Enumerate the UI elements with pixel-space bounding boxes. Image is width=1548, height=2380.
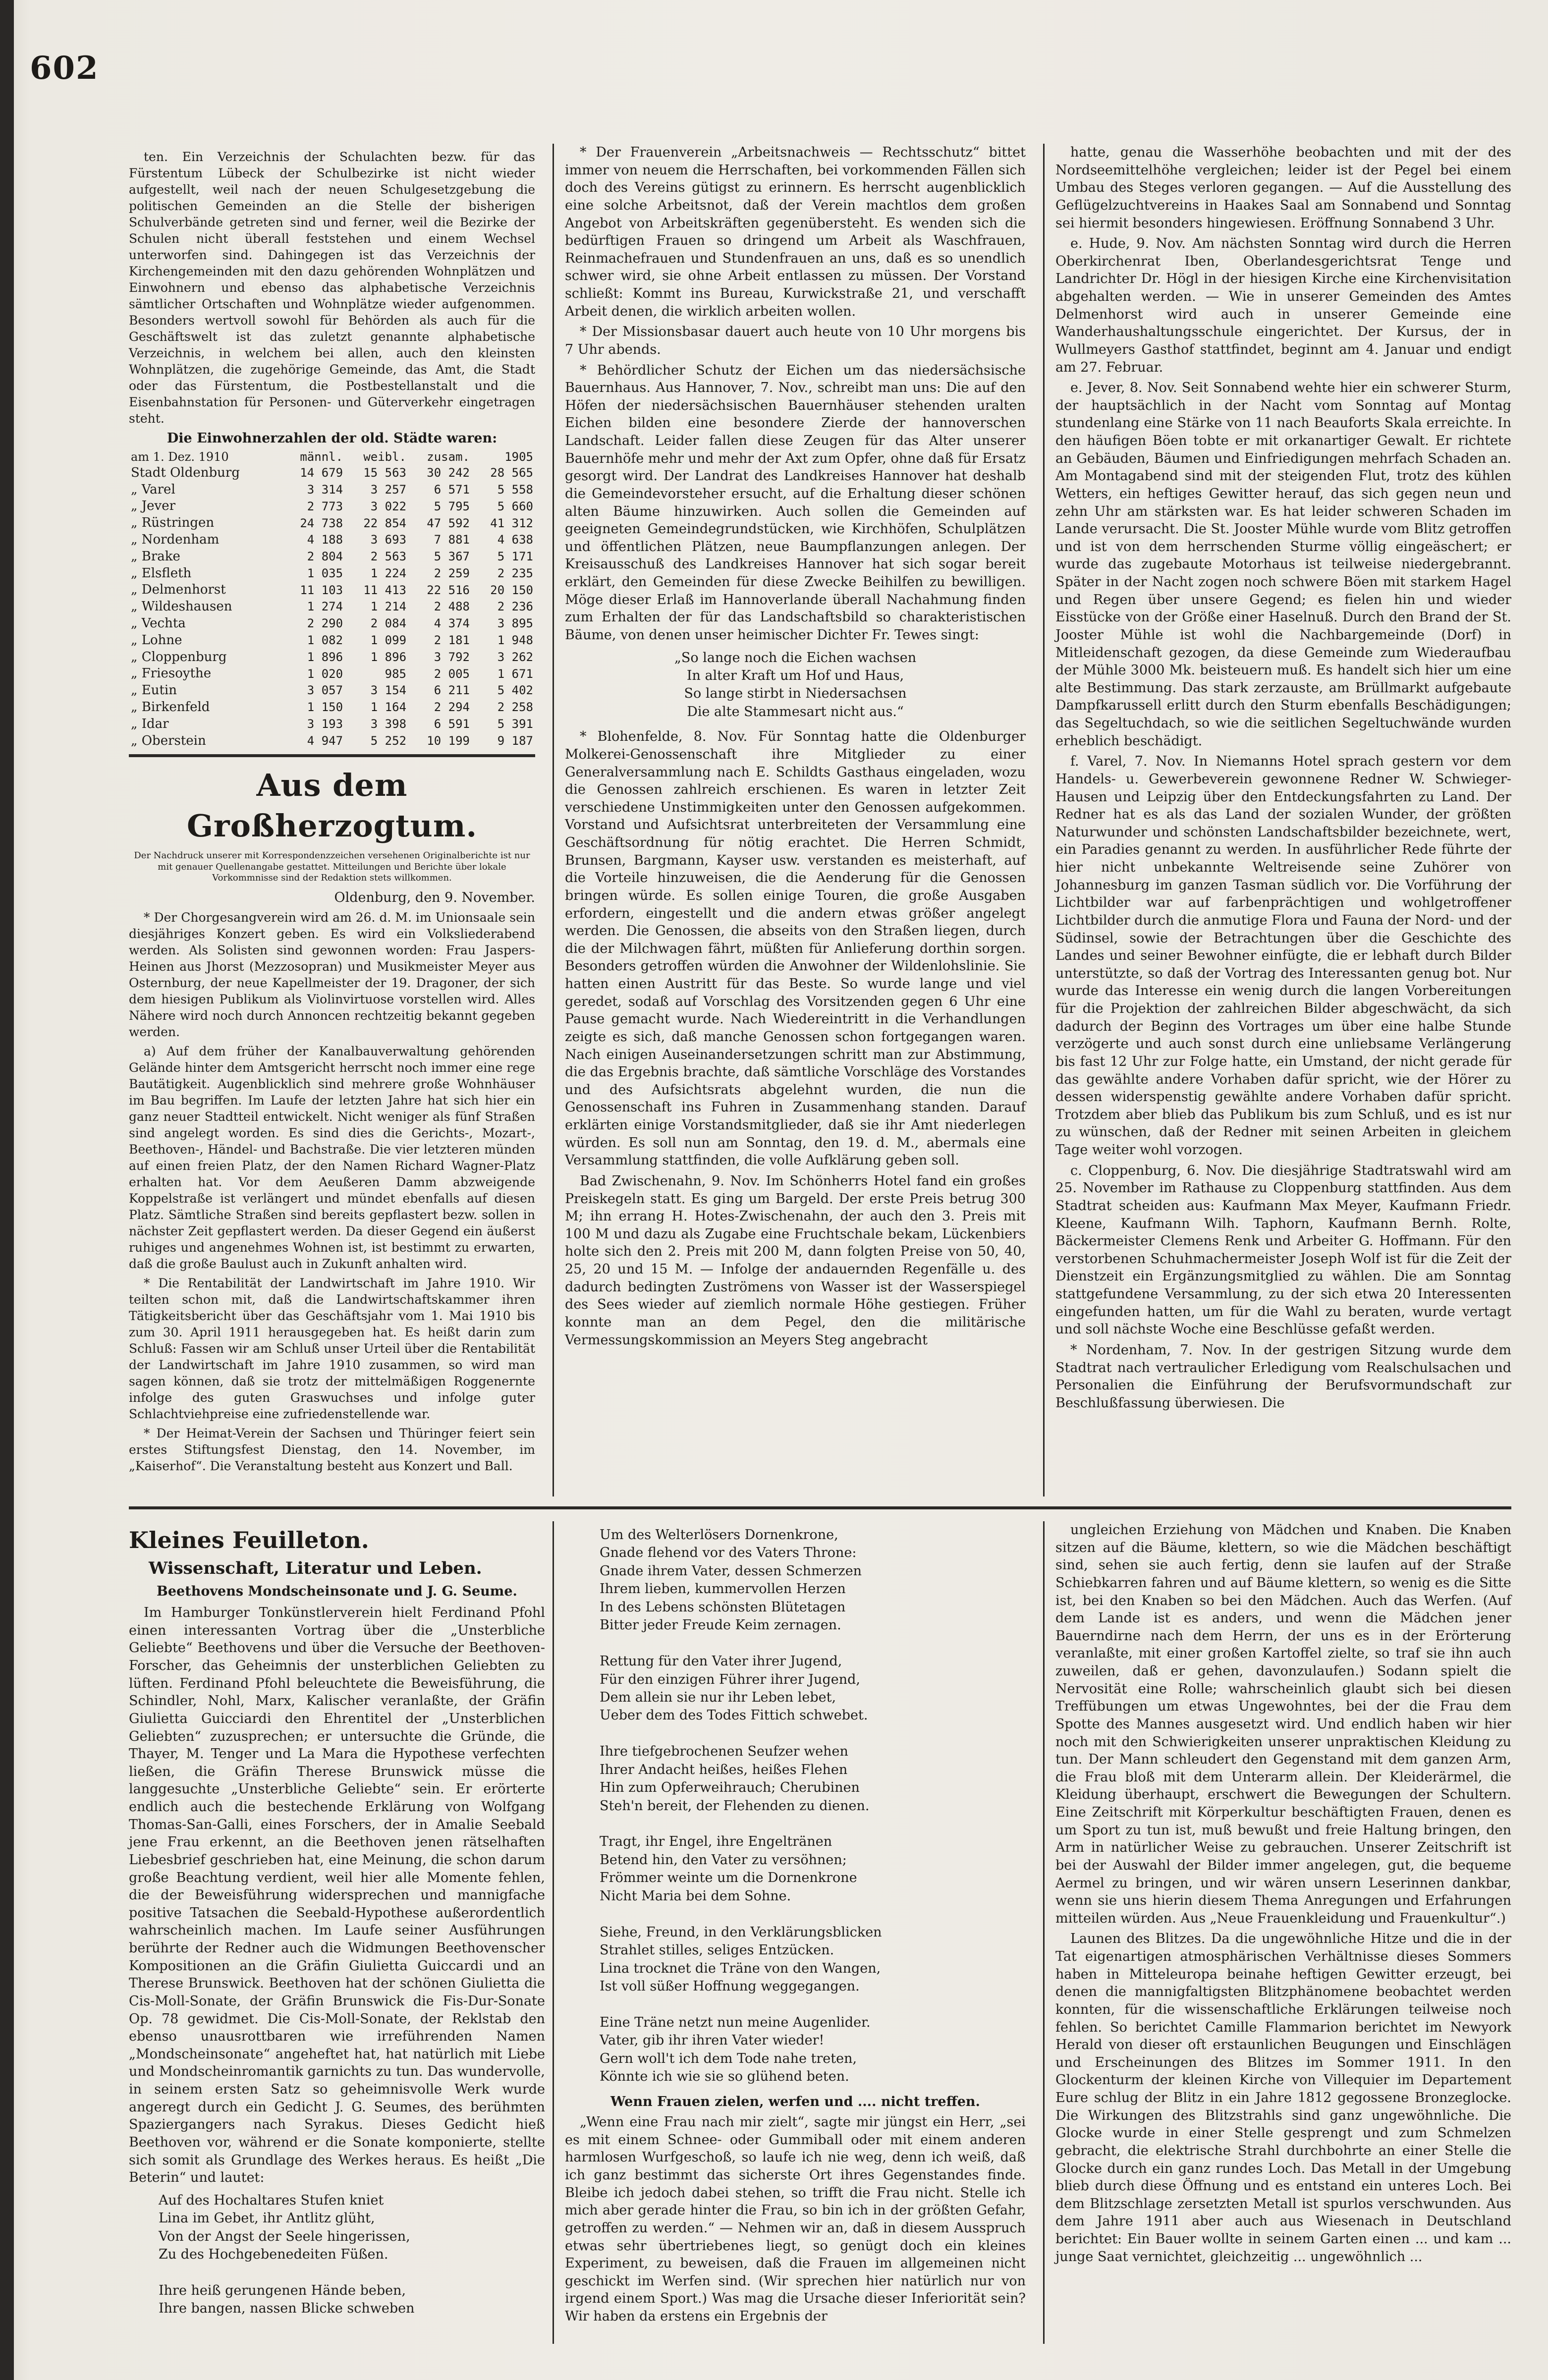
population-cell: 22 854	[363, 516, 407, 530]
poem-line: Zu des Hochgebenedeiten Füßen.	[159, 2247, 388, 2263]
population-cell: 1 035	[307, 566, 343, 580]
poem-line: Eine Träne netzt nun meine Augenlider.	[600, 2014, 871, 2030]
population-cell: 2 235	[497, 566, 533, 580]
population-cell: 3 398	[370, 717, 407, 731]
feuilleton-rule	[129, 1506, 1511, 1509]
population-cell: 2 259	[434, 566, 470, 580]
poem-line: Von der Angst der Seele hingerissen,	[159, 2228, 410, 2244]
poem-line: Hin zum Opferweihrauch; Cherubinen	[600, 1780, 860, 1796]
column-1-articles	[129, 909, 535, 1474]
city-name-cell: „ Vechta	[131, 615, 186, 631]
table-row	[129, 699, 535, 716]
population-cell: 1 896	[370, 650, 407, 664]
poem-line: Ihre bangen, nassen Blicke schweben	[159, 2301, 415, 2317]
city-name-cell: „ Rüstringen	[131, 515, 215, 531]
feuilleton-column-1	[129, 1521, 545, 2325]
population-cell: 24 738	[300, 516, 343, 530]
article2-body	[565, 2113, 1026, 2325]
section-heading: Aus dem Großherzogtum.	[186, 767, 478, 844]
population-cell: 11 103	[300, 583, 343, 597]
population-table	[129, 449, 535, 750]
population-cell: 3 693	[370, 533, 407, 547]
population-cell: 2 773	[307, 499, 343, 513]
population-cell: 1 099	[370, 633, 407, 648]
population-cell: 41 312	[490, 516, 533, 530]
article2-title: Wenn Frauen zielen, werfen und .... nicht treffen.	[610, 2094, 980, 2109]
feuilleton-subtitle: Wissenschaft, Literatur und Leben.	[149, 1558, 482, 1578]
feuilleton-rule-2	[1043, 1521, 1045, 2344]
table-row	[129, 549, 535, 565]
city-name-cell: Stadt Oldenburg	[131, 465, 240, 480]
table-row	[129, 716, 535, 733]
population-cell: 11 413	[363, 583, 407, 597]
poem-line: Ihre heiß gerungenen Hände beben,	[159, 2283, 406, 2299]
population-cell: 5 558	[497, 482, 533, 497]
population-cell: 9 187	[497, 733, 533, 748]
poem-line: Gnade flehend vor des Vaters Throne:	[600, 1545, 857, 1561]
poem-line: Rettung für den Vater ihrer Jugend,	[600, 1654, 842, 1669]
page-number: 602	[30, 50, 99, 87]
population-cell: 3 895	[497, 616, 533, 631]
column-1	[129, 149, 535, 1477]
population-cell: 30 242	[427, 466, 470, 480]
population-cell: 6 591	[434, 717, 470, 731]
city-name-cell: „ Cloppenburg	[131, 649, 227, 664]
article-paragraph: * Der Missionsbasar dauert auch heute von 10 Uhr morgens bis 7 Uhr abends.	[565, 324, 1026, 357]
population-cell: 3 022	[370, 499, 407, 513]
population-cell: 10 199	[427, 733, 470, 748]
city-name-cell: „ Delmenhorst	[131, 582, 226, 598]
table-row	[129, 565, 535, 582]
table-header-cell: männl.	[300, 449, 343, 464]
poem-line: Ihrem lieben, kummervollen Herzen	[600, 1581, 846, 1597]
population-cell: 20 150	[490, 583, 533, 597]
population-cell: 28 565	[490, 466, 533, 480]
population-cell: 2 084	[370, 616, 407, 631]
poem-line: Auf des Hochaltares Stufen kniet	[159, 2192, 384, 2208]
city-name-cell: „ Nordenham	[131, 532, 220, 547]
table-row	[129, 599, 535, 615]
city-name-cell: „ Idar	[131, 716, 169, 731]
stats-title: Die Einwohnerzahlen der old. Städte waren:	[166, 431, 498, 446]
poem-line: Vater, gib ihr ihren Vater wieder!	[600, 2033, 825, 2048]
table-row	[129, 482, 535, 498]
article-paragraph: * Blohenfelde, 8. Nov. Für Sonntag hatte die Oldenburger Molkerei-Genossenschaft ihre Mitglieder zu einer Generalversammlung nach E. Schildts Gasthaus eingeladen, wozu die Genossen zahlreich erschienen. Es waren in letzter Zeit verschiedene Unstimmigkeiten unter den Genossen aufgekommen. Vorstand und Aufsichtsrat unterbreiteten der Versammlung eine Geschäftsordnung für nötig erachtet. Die Herren Schmidt, Brunsen, Bargmann, Kayser usw. verstanden es meisterhaft, auf die Vorteile hinzuweisen, die die Aenderung für die Genossen bringen würde. Es sollen einige Touren, die große Ausgaben erfordern, eingestellt und die andern etwas größer angelegt werden. Die Genossen, die abseits von den Straßen liegen, durch die der Milchwagen fährt, müßten für Anlieferung dorthin sorgen. Besonders getroffen würden die Anwohner der Wildenlohslinie. Sie hatten einen Austritt für das Beste. So wurde lange und viel geredet, sodaß auf Vorschlag des Vorsitzenden gegen 6 Uhr eine Pause gemacht wurde. Nach Wiedereintritt in die Verhandlungen zeigte es sich, daß manche Genossen schon fortgegangen waren. Nach einigen Auseinandersetzungen schritt man zur Abstimmung, die das Ergebnis brachte, daß sämtliche Vorschläge des Vorstandes und des Aufsichtsrats abgelehnt wurden, die nun die Genossenschaft ins Fuhren in Zusammenhang standen. Darauf erklärten einige Vorstandsmitglieder, daß sie ihr Amt niederlegen würden. Es soll nun am Sonntag, den 19. d. M., abermals eine Versammlung stattfinden, die volle Aufklärung geben soll.	[565, 729, 1026, 1168]
table-row	[129, 582, 535, 599]
article-paragraph: * Nordenham, 7. Nov. In der gestrigen Sitzung wurde dem Stadtrat nach vertraulicher Erledigung vom Realschulsachen und Personalien die Einführung der Berufsvormundschaft zur Beschlußfassung überwiesen. Die	[1055, 1342, 1511, 1411]
population-cell: 47 592	[427, 516, 470, 530]
population-cell: 1 896	[307, 650, 343, 664]
population-cell: 5 660	[497, 499, 533, 513]
population-cell: 2 804	[307, 550, 343, 564]
article-paragraph: f. Varel, 7. Nov. In Niemanns Hotel sprach gestern vor dem Handels- u. Gewerbeverein gewonnene Redner W. Schwieger-Hausen und Leipzig über den Entdeckungsfahrten zu Land. Der Redner hat es als das Land der sozialen Wunder, der größten Naturwunder und schönsten Landschaftsbilder bezeichnete, wert, ein Paradies genannt zu werden. In ausführlicher Rede führte der hier nicht unbekannte Weltreisende seine Zuhörer von Johannesburg im ganzen Tasman südlich vor. Die Vorführung der Lichtbilder war auf farbenprächtigen und wohlgetroffener Lichtbilder durch die anmutige Flora und Fauna der Nord- und der Südinsel, sowie der Betrachtungen über die Geschichte des Landes und seiner Bewohner einfügte, die er lebhaft durch Bilder unterstützte, so daß der Vortrag des Interessanten genug bot. Nur wurde das Interesse ein wenig durch die langen Vorbereitungen für die Projektion der zahlreichen Bilder abgeschwächt, da sich dadurch der Beginn des Vortrages um über eine halbe Stunde verzögerte und auch sonst durch eine unliebsame Verlängerung bis fast 12 Uhr zur Folge hatte, ein Umstand, der nicht gerade für das gewählte andere Vorhaben dafür spricht, wie der Hörer zu dessen widerspenstig gewählte andere Vorhaben dafür spricht. Trotzdem aber blieb das Publikum bis zum Schluß, und es ist nur zu wünschen, daß der Redner mit seinen Arbeiten in gleichem Tage weiter wohl vorzogen.	[1055, 754, 1511, 1158]
poem-line: Um des Welterlösers Dornenkrone,	[600, 1527, 838, 1543]
feuilleton-column-3	[1055, 1521, 1511, 2269]
column-2-articles-b	[565, 728, 1026, 1349]
population-cell: 2 294	[434, 700, 470, 715]
population-cell: 6 571	[434, 482, 470, 497]
table-row	[129, 515, 535, 532]
feuilleton-poem-part-2	[600, 1526, 1026, 2086]
article-paragraph: * Der Heimat-Verein der Sachsen und Thüringer feiert sein erstes Stiftungsfest Dienstag, den 14. November, im „Kaiserhof“. Die Veranstaltung besteht aus Konzert und Ball.	[129, 1426, 535, 1474]
city-name-cell: „ Oberstein	[131, 733, 206, 748]
poem-line: In des Lebens schönsten Blütetagen	[600, 1599, 846, 1615]
poem-line	[600, 1635, 1026, 1653]
article-paragraph: Im Hamburger Tonkünstlerverein hielt Ferdinand Pfohl einen interessanten Vortrag über die „Unsterbliche Geliebte“ Beethovens und über die Versuche der Beethoven-Forscher, das Geheimnis der unsterblichen Geliebten zu lüften. Ferdinand Pfohl beleuchtete die Beweisführung, die Schindler, Nohl, Marx, Kalischer veranlaßte, der Gräfin Giulietta Guicciardi den Ehrentitel der „Unsterblichen Geliebten“ zuzusprechen; er untersuchte die Gründe, die Thayer, M. Tenger und La Mara die Hypothese verfechten ließen, die Gräfin Therese Brunswick müsse die langgesuchte „Unsterbliche Geliebte“ sein. Er erörterte endlich auch die bestechende Erklärung von Wolfgang Thomas-San-Galli, eines Forschers, der in Amalie Seebald jene Frau erkennt, an die Beethoven jenen rätselhaften Liebesbrief geschrieben hat, eine Meinung, die schon darum große Beachtung verdient, weil hier alle Momente fehlen, die der Beweisführung widersprechen und mannigfache positive Tatsachen die Seebald-Hypothese außerordentlich wahrscheinlich machen. Im Laufe seiner Ausführungen berührte der Redner auch die Widmungen Beethovenscher Kompositionen an die Gräfin Giulietta Guiccardi und an Therese Brunswick. Beethoven hat der schönen Giulietta die Cis-Moll-Sonate, der Gräfin Brunswick die Fis-Dur-Sonate Op. 78 gewidmet. Die Cis-Moll-Sonate, der Reklstab den ebenso unausrottbaren wie irreführenden Namen „Mondscheinsonate“ angeheftet hat, hat natürlich mit Liebe und Mondscheinromantik garnichts zu tun. Das wundervolle, in seinem ersten Satz so geheimnisvolle Werk wurde angeregt durch ein Gedicht J. G. Seumes, des berühmten Spaziergangers nach Syrakus. Dieses Gedicht hieß Beethoven vor, während er die Sonate komponierte, stellte sich somit als Grundlage des Werkes heraus. Es heißt „Die Beterin“ und lautet:	[129, 1605, 545, 2186]
table-header-cell: zusam.	[427, 449, 470, 464]
feuilleton-column-2	[565, 1521, 1026, 2328]
population-cell: 5 367	[434, 550, 470, 564]
article-paragraph: c. Cloppenburg, 6. Nov. Die diesjährige Stadtratswahl wird am 25. November im Rathause zu Cloppenburg stattfinden. Aus dem Stadtrat scheiden aus: Kaufmann Max Meyer, Kaufmann Friedr. Kleene, Kaufmann Wilh. Taphorn, Kaufmann Bernh. Rolte, Bäckermeister Clemens Renk und Arbeiter G. Hoffmann. Für den verstorbenen Schuhmachermeister Joseph Wolf ist für die Zeit der Dienstzeit ein Ergänzungsmitglied zu wählen. Die am Sonntag stattgefundene Versammlung, zu der sich etwa 20 Interessenten eingefunden hatten, um für die Wahl zu beraten, wurde vertagt und soll nächste Woche eine Beschlüsse gefaßt werden.	[1055, 1162, 1511, 1337]
feuilleton-rule-1	[553, 1521, 554, 2344]
table-row	[129, 615, 535, 632]
poem-line: Nicht Maria bei dem Sohne.	[600, 1888, 791, 1904]
article-paragraph: * Die Rentabilität der Landwirtschaft im Jahre 1910. Wir teilten schon mit, daß die Landwirtschaftskammer ihren Tätigkeitsbericht über das Geschäftsjahr vom 1. Mai 1910 bis zum 30. April 1911 herausgegeben hat. Es heißt darin zum Schluß: Fassen wir am Schluß unser Urteil über die Rentabilität der Landwirtschaft im Jahre 1910 zusammen, so wird man sagen können, daß sie trotz der mittelmäßigen Roggenernte infolge des guten Graswuchses und infolge guter Schlachtviehpreise eine zufriedenstellende war.	[129, 1276, 535, 1422]
table-row	[129, 649, 535, 666]
column-3	[1055, 144, 1511, 1415]
article-paragraph: Bad Zwischenahn, 9. Nov. Im Schönherrs Hotel fand ein großes Preiskegeln statt. Es ging um Bargeld. Der erste Preis betrug 300 M; ihn errang H. Hotes-Zwischenahn, der auch den 3. Preis mit 100 M und dazu als Zugabe eine Fruchtschale bekam, Lückenbiers holte sich den 2. Preis mit 200 M, dann folgten Preise von 50, 40, 25, 20 und 15 M. — Infolge der andauernden Regenfälle u. des dadurch bedingten Zuströmens von Wasser ist der Wasserspiegel des Sees wieder auf ziemlich normale Höhe gestiegen. Früher konnte man an dem Pegel, den die militärische Vermessungskommission an Meyers Steg angebracht	[565, 1173, 1026, 1348]
article-paragraph: hatte, genau die Wasserhöhe beobachten und mit der des Nordseemittelhöhe vergleichen; leider ist der Pegel bei einem Umbau des Steges verloren gegangen. — Auf die Ausstellung des Geflügelzuchtvereins in Haakes Saal am Sonnabend und Sonntag sei hiermit besonders hingewiesen. Eröffnung Sonnabend 3 Uhr.	[1055, 145, 1511, 231]
population-cell: 2 181	[434, 633, 470, 648]
population-cell: 1 671	[497, 666, 533, 681]
table-row	[129, 682, 535, 699]
article-paragraph: e. Jever, 8. Nov. Seit Sonnabend wehte hier ein schwerer Sturm, der hauptsächlich in der Nacht vom Sonntag auf Montag stundenlang eine Stärke von 11 nach Beauforts Skala erreichte. In den häufigen Böen tobte er mit orkanartiger Gewalt. Er richtete an Gebäuden, Bäumen und Einfriedigungen mehrfach Schaden an. Am Montagabend sind mit der steigenden Flut, trotz des kühlen Wetters, ein heftiges Gewitter herauf, das sich gegen neun und zehn Uhr am stärksten war. Es hat leider schweren Schaden im Lande verursacht. Die St. Jooster Mühle wurde vom Blitz getroffen und ist von dem herrschenden Sturme völlig eingeäschert; er wurde das zugebaute Motorhaus ist teilweise niedergebrannt. Später in der Nacht zogen noch schwere Böen mit starkem Hagel und Regen über unsere Gegend; es fielen hin und wieder Eisstücke von der Größe einer Haselnuß. Durch den Brand der St. Jooster Mühle ist wohl die Nachbargemeinde (Dorf) in Mitleidenschaft gezogen, da diese Gemeinde zum Wiederaufbau der Mühle 3000 Mk. beisteuern muß. Es handelt sich hier um eine alte Bestimmung. Das stark zerzauste, am Brüllmarkt aufgebaute Dampfkarussell erlitt durch den Sturm ebenfalls Beschädigungen; das Segeltuchdach, so wie die seitlichen Segeltuchwände wurden erheblich beschädigt.	[1055, 380, 1511, 749]
article-paragraph: * Behördlicher Schutz der Eichen um das niedersächsische Bauernhaus. Aus Hannover, 7. Nov., schreibt man uns: Die auf den Höfen der niedersächsischen Bauernhäuser stehenden uralten Eichen bilden eine besondere Zierde der hannoverschen Landschaft. Leider fallen diese Zeugen für das Alter unserer Bauernhöfe mehr und mehr der Axt zum Opfer, ohne daß für Ersatz gesorgt wird. Der Landrat des Landkreises Hannover hat deshalb die Gemeindevorsteher ersucht, auf die Erhaltung dieser schönen alten Bäume hinzuwirken. Auch sollen die Gemeinden auf geeigneten Gemeindegrundstücken, wie Kirchhöfen, Schulplätzen und öffentlichen Plätzen, neue Baumpflanzungen anlegen. Der Kreisausschuß des Landkreises Hannover hat sich sogar bereit erklärt, den Gemeinden für diese Zwecke Beihilfen zu bewilligen. Möge dieser Erlaß im Hannoverlande überall Nachahmung finden zum Erhalten der für das Landschaftsbild so charakteristischen Bäume, von denen unser heimischer Dichter Fr. Tewes singt:	[565, 362, 1026, 643]
population-cell: 1 224	[370, 566, 407, 580]
poem-line: Die alte Stammesart nicht aus.“	[687, 704, 904, 720]
population-cell: 2 005	[434, 666, 470, 681]
table-row	[129, 498, 535, 515]
feuilleton-article	[129, 1604, 545, 2187]
population-cell: 7 881	[434, 533, 470, 547]
article-paragraph: e. Hude, 9. Nov. Am nächsten Sonntag wird durch die Herren Oberkirchenrat Iben, Oberlandesgerichtsrat Tenge und Landrichter Dr. Högl in der hiesigen Kirche eine Kirchenvisitation abgehalten werden. — Wie in unserer Gemeinden des Amtes Delmenhorst wird auch in unserer Gemeinde eine Wanderhaushaltungsschule eingerichtet. Der Kursus, der in Wullmeyers Gasthof stattfindet, beginnt am 4. Januar und endigt am 27. Februar.	[1055, 236, 1511, 375]
city-name-cell: „ Varel	[131, 482, 175, 497]
column-rule-1	[553, 144, 554, 1496]
population-cell: 3 257	[370, 482, 407, 497]
poem-line	[600, 1905, 1026, 1923]
population-cell: 3 792	[434, 650, 470, 664]
column-2-poem	[565, 649, 1026, 721]
poem-line: Lina trocknet die Träne von den Wangen,	[600, 1960, 881, 1976]
poem-line	[600, 1815, 1026, 1833]
population-cell: 5 402	[497, 683, 533, 698]
poem-line: Ueber dem des Todes Fittich schwebet.	[600, 1708, 868, 1723]
feuilleton-poem-part-1	[159, 2192, 545, 2318]
scan-edge	[0, 0, 14, 2380]
column-2	[565, 144, 1026, 1352]
feuilleton-column-3-text	[1055, 1521, 1511, 2266]
population-cell: 2 236	[497, 600, 533, 614]
table-header-cell: weibl.	[363, 449, 407, 464]
population-cell: 1 020	[307, 666, 343, 681]
table-row	[129, 532, 535, 549]
population-cell: 3 314	[307, 482, 343, 497]
poem-line: Für den einzigen Führer ihrer Jugend,	[600, 1671, 860, 1687]
table-header-cell: 1905	[504, 449, 533, 464]
table-header-row	[129, 449, 535, 465]
population-cell: 3 154	[370, 683, 407, 698]
poem-line: In alter Kraft um Hof und Haus,	[686, 667, 904, 683]
city-name-cell: „ Birkenfeld	[131, 699, 210, 715]
article-paragraph: * Der Frauenverein „Arbeitsnachweis — Rechtsschutz“ bittet immer von neuem die Herrschaften, bei vorkommenden Fällen sich doch des Vereins gütigst zu erinnern. Es herrscht augenblicklich eine solche Arbeitsnot, daß der Verein machtlos dem großen Angebot von Arbeitskräften gegenübersteht. Es wenden sich die bedürftigen Frauen so dringend um Arbeit als Waschfrauen, Reinmachefrauen und Stundenfrauen an uns, daß es so unendlich schwer wird, sie ohne Arbeit entlassen zu müssen. Der Vorstand schließt: Kommt ins Bureau, Kurwickstraße 21, und verschafft Arbeit denen, die wirklich arbeiten wollen.	[565, 145, 1026, 319]
paragraph: ten. Ein Verzeichnis der Schulachten bezw. für das Fürstentum Lübeck der Schulbezirke ist nicht wieder aufgestellt, weil nach der neuen Schulgesetzgebung die politischen Gemeinden an die Stelle der bisherigen Schulverbände getreten sind und ferner, weil die Bezirke der Schulen nicht überall feststehen und einem Wechsel unterworfen sind. Dahingegen ist das Verzeichnis der Kirchengemeinden mit den dazu gehörenden Wohnplätzen und Einwohnern und ebenso das alphabetische Verzeichnis sämtlicher Ortschaften und Wohnplätze wieder aufgenommen. Besonders wertvoll sowohl für Behörden als auch für die Geschäftswelt ist das zuletzt genannte alphabetische Verzeichnis, in welchem bei allen, auch den kleinsten Wohnplätzen, die zugehörige Gemeinde, das Amt, die Stadt oder das Fürstentum, die Postbestellanstalt und die Eisenbahnstation für Personen- und Güterverkehr eingetragen steht.	[129, 150, 535, 426]
poem-line	[159, 2264, 545, 2282]
population-cell: 1 082	[307, 633, 343, 648]
population-cell: 2 290	[307, 616, 343, 631]
poem-line: Bitter jeder Freude Keim zernagen.	[600, 1617, 841, 1633]
population-cell: 1 214	[370, 600, 407, 614]
poem-line: Tragt, ihr Engel, ihre Engeltränen	[600, 1834, 832, 1850]
population-cell: 2 563	[370, 550, 407, 564]
column-1-intro	[129, 149, 535, 427]
city-name-cell: „ Jever	[131, 498, 176, 514]
population-cell: 4 638	[497, 533, 533, 547]
table-row	[129, 733, 535, 750]
poem-line: Strahlet stilles, seliges Entzücken.	[600, 1942, 834, 1958]
feuilleton-title: Kleines Feuilleton.	[129, 1527, 369, 1553]
poem-line: Ihrer Andacht heißes, heißes Flehen	[600, 1762, 848, 1777]
population-cell: 985	[385, 666, 407, 681]
article-paragraph: * Der Chorgesangverein wird am 26. d. M. im Unionsaale sein diesjähriges Konzert geben. Es wird ein Volksliederabend werden. Als Solisten sind gewonnen worden: Frau Jaspers-Heinen aus Jhorst (Mezzosopran) und Musikmeister Meyer aus Osternburg, der neue Kapellmeister der 19. Dragoner, der sich dem hiesigen Publikum als Violinvirtuose vorstellen wird. Alles Nähere wird noch durch Annoncen rechtzeitig bekannt gegeben werden.	[129, 910, 535, 1040]
population-cell: 1 150	[307, 700, 343, 715]
table-header-cell: am 1. Dez. 1910	[131, 449, 229, 464]
poem-line: Betend hin, den Vater zu versöhnen;	[600, 1852, 847, 1868]
feuilleton-article-title: Beethovens Mondscheinsonate und J. G. Seume.	[157, 1583, 517, 1599]
column-3-articles	[1055, 144, 1511, 1412]
population-cell: 2 258	[497, 700, 533, 715]
population-cell: 1 164	[370, 700, 407, 715]
poem-line: Ihre tiefgebrochenen Seufzer wehen	[600, 1744, 848, 1760]
population-cell: 4 188	[307, 533, 343, 547]
table-row	[129, 465, 535, 482]
population-cell: 1 274	[307, 600, 343, 614]
article-paragraph: a) Auf dem früher der Kanalbauverwaltung gehörenden Gelände hinter dem Amtsgericht herrscht noch immer eine rege Bautätigkeit. Augenblicklich sind mehrere große Wohnhäuser im Bau begriffen. Im Laufe der letzten Jahre hat sich hier ein ganz neuer Stadtteil entwickelt. Nicht weniger als fünf Straßen sind angelegt worden. Es sind dies die Gerichts-, Mozart-, Beethoven-, Händel- und Bachstraße. Die vier letzteren münden auf einen freien Platz, der den Namen Richard Wagner-Platz erhalten hat. Vor dem Aeußeren Damm abzweigende Koppelstraße ist verlängert und mündet ebenfalls auf diesen Platz. Sämtliche Straßen sind bereits gepflastert bezw. sollen in nächster Zeit gepflastert werden. Da dieser Gegend ein äußerst ruhiges und angenehmes Wohnen ist, ist bestimmt zu erwarten, daß die große Baulust auch in Zukunft anhalten wird.	[129, 1044, 535, 1272]
poem-line: „So lange noch die Eichen wachsen	[674, 650, 917, 665]
poem-line: Könnte ich wie sie so glühend beten.	[600, 2069, 849, 2085]
poem-line	[600, 1995, 1026, 2013]
poem-line: So lange stirbt in Niedersachsen	[684, 686, 907, 702]
population-cell: 4 374	[434, 616, 470, 631]
city-name-cell: „ Elsfleth	[131, 565, 192, 581]
population-cell: 3 193	[307, 717, 343, 731]
population-cell: 3 057	[307, 683, 343, 698]
population-cell: 15 563	[363, 466, 407, 480]
population-cell: 2 488	[434, 600, 470, 614]
article-paragraph: „Wenn eine Frau nach mir zielt“, sagte mir jüngst ein Herr, „sei es mit einem Schnee- oder Gummiball oder mit einem anderen harmlosen Wurfgeschoß, so laufe ich nie weg, denn ich weiß, daß ich ganz bestimmt das sicherste Ort ihres Gegenstandes finde. Bleibe ich jedoch dabei stehen, so trifft die Frau nicht. Stelle ich mich aber gerade hinter die Frau, so bin ich in der größten Gefahr, getroffen zu werden.“ — Nehmen wir an, daß in diesem Ausspruch etwas sehr übertriebenes liegt, so genügt doch ein kleines Experiment, zu beweisen, daß die Frauen im allgemeinen nicht geschickt im Werfen sind. (Wir sprechen hier natürlich nur von irgend einem Sport.) Was mag die Ursache dieser Inferiorität sein? Wir haben da erstens ein Ergebnis der	[565, 2114, 1026, 2325]
section-rule	[129, 754, 535, 757]
poem-line: Dem allein sie nur ihr Leben lebet,	[600, 1689, 836, 1705]
poem-line: Frömmer weinte um die Dornenkrone	[600, 1870, 857, 1886]
city-name-cell: „ Friesoythe	[131, 666, 212, 681]
poem-line: Lina im Gebet, ihr Antlitz glüht,	[159, 2211, 375, 2226]
column-2-articles-a	[565, 144, 1026, 644]
table-row	[129, 632, 535, 649]
poem-line: Ist voll süßer Hoffnung weggegangen.	[600, 1978, 860, 1994]
city-name-cell: „ Lohne	[131, 632, 182, 648]
article-paragraph: ungleichen Erziehung von Mädchen und Knaben. Die Knaben sitzen auf die Bäume, klettern, so wie die Mädchen beschäftigt sind, sehen sie auch fertig, denn sie laufen auf der Straße Schiebkarren fahren und auf Bäume klettern, so wenig es die Sitte ist, bei den Knaben so bei den Mädchen. Auch das Werfen. (Auf dem Lande ist es anders, und wenn die Mädchen jener Bauerndirne nach dem Herrn, der uns es in der Erörterung veranlaßte, mit einer großen Kartoffel zielte, so traf sie ihn auch zuweilen, daß er gehen, davonzulaufen.) Sodann spielt die Nervosität eine Rolle; wahrscheinlich glaubt sich bei diesen Treffübungen um etwas Ungewohntes, bei der die Frau dem Spotte des Mannes ausgesetzt wird. Und endlich haben wir hier noch mit den Schwierigkeiten unserer unpraktischen Kleidung zu tun. Der Mann schleudert den Gegenstand mit dem ganzen Arm, die Frau bloß mit dem Unterarm allein. Der Kleiderärmel, die Kleidung überhaupt, erschwert die Bewegungen der Schultern. Eine Zeitschrift mit Körperkultur beschäftigten Frauen, denen es um Sport zu tun ist, muß bewußt und freie Haltung bringen, den Arm in natürlicher Weise zu gebrauchen. Unserer Zeitschrift ist bei der Auswahl der Bilder immer angelegen, gut, die bequeme Aermel zu bringen, und wir wären unsern Leserinnen dankbar, wenn sie uns hierin diesem Thema Anregungen und Erfahrungen mitteilen würden. Aus „Neue Frauenkleidung und Frauenkultur“.)	[1055, 1522, 1511, 1926]
population-cell: 22 516	[427, 583, 470, 597]
city-name-cell: „ Brake	[131, 549, 180, 564]
population-cell: 4 947	[307, 733, 343, 748]
population-cell: 5 252	[370, 733, 407, 748]
city-name-cell: „ Wildeshausen	[131, 599, 232, 614]
population-cell: 3 262	[497, 650, 533, 664]
population-cell: 5 795	[434, 499, 470, 513]
city-name-cell: „ Eutin	[131, 683, 177, 698]
population-cell: 5 391	[497, 717, 533, 731]
article-paragraph: Launen des Blitzes. Da die ungewöhnliche Hitze und die in der Tat eigenartigen atmosphärischen Verhältnisse dieses Sommers haben in Mitteleuropa beinahe heftigen Gewitter erzeugt, bei denen die mannigfaltigsten Blitzphänomene beobachtet werden konnten, für die wissenschaftliche Erklärungen teilweise noch fehlen. So berichtet Camille Flammarion berichtet im Newyork Herald von dieser oft erstaunlichen Beugungen und Einschlägen und Erscheinungen des Blitzes im Sommer 1911. In den Glockenturm der kleinen Kirche von Villequier im Departement Eure schlug der Blitz in ein Jahre 1812 gegossene Bronzeglocke. Die Wirkungen des Blitzstrahls sind ganz ungewöhnliche. Die Glocke wurde in einer Stelle gesprengt und zum Schmelzen gebracht, die elektrische Strahl durchbohrte an einer Stelle die Glocke durch ein ganz rundes Loch. Das Metall in der Umgebung blieb durch diese Öffnung und es entstand ein unteres Loch. Bei dem Blitzschlage zersetzten Metall ist spurlos verschwunden. Aus dem Jahre 1911 aber auch aus Wiesenach in Deutschland berichtet: Ein Bauer wollte in seinem Garten einen ... und kam ... junge Saat vernichtet, gleichzeitig ... ungewöhnlich ...	[1055, 1931, 1511, 2265]
dateline: Oldenburg, den 9. November.	[334, 889, 535, 905]
table-row	[129, 665, 535, 682]
population-cell: 6 211	[434, 683, 470, 698]
poem-line	[600, 1725, 1026, 1743]
section-notice: Der Nachdruck unserer mit Korrespondenzzeichen versehenen Originalberichte ist nur mit genauer Quellenangabe gestattet. Mitteilungen und Berichte über lokale Vorkommnisse sind der Redaktion stets willkommen.	[134, 850, 530, 884]
poem-line: Steh'n bereit, der Flehenden zu dienen.	[600, 1798, 870, 1814]
population-cell: 1 948	[497, 633, 533, 648]
poem-line: Siehe, Freund, in den Verklärungsblicken	[600, 1924, 882, 1940]
population-cell: 5 171	[497, 550, 533, 564]
column-rule-2	[1043, 144, 1045, 1496]
poem-line: Gern woll't ich dem Tode nahe treten,	[600, 2050, 857, 2066]
population-cell: 14 679	[300, 466, 343, 480]
poem-line: Gnade ihrem Vater, dessen Schmerzen	[600, 1563, 862, 1579]
